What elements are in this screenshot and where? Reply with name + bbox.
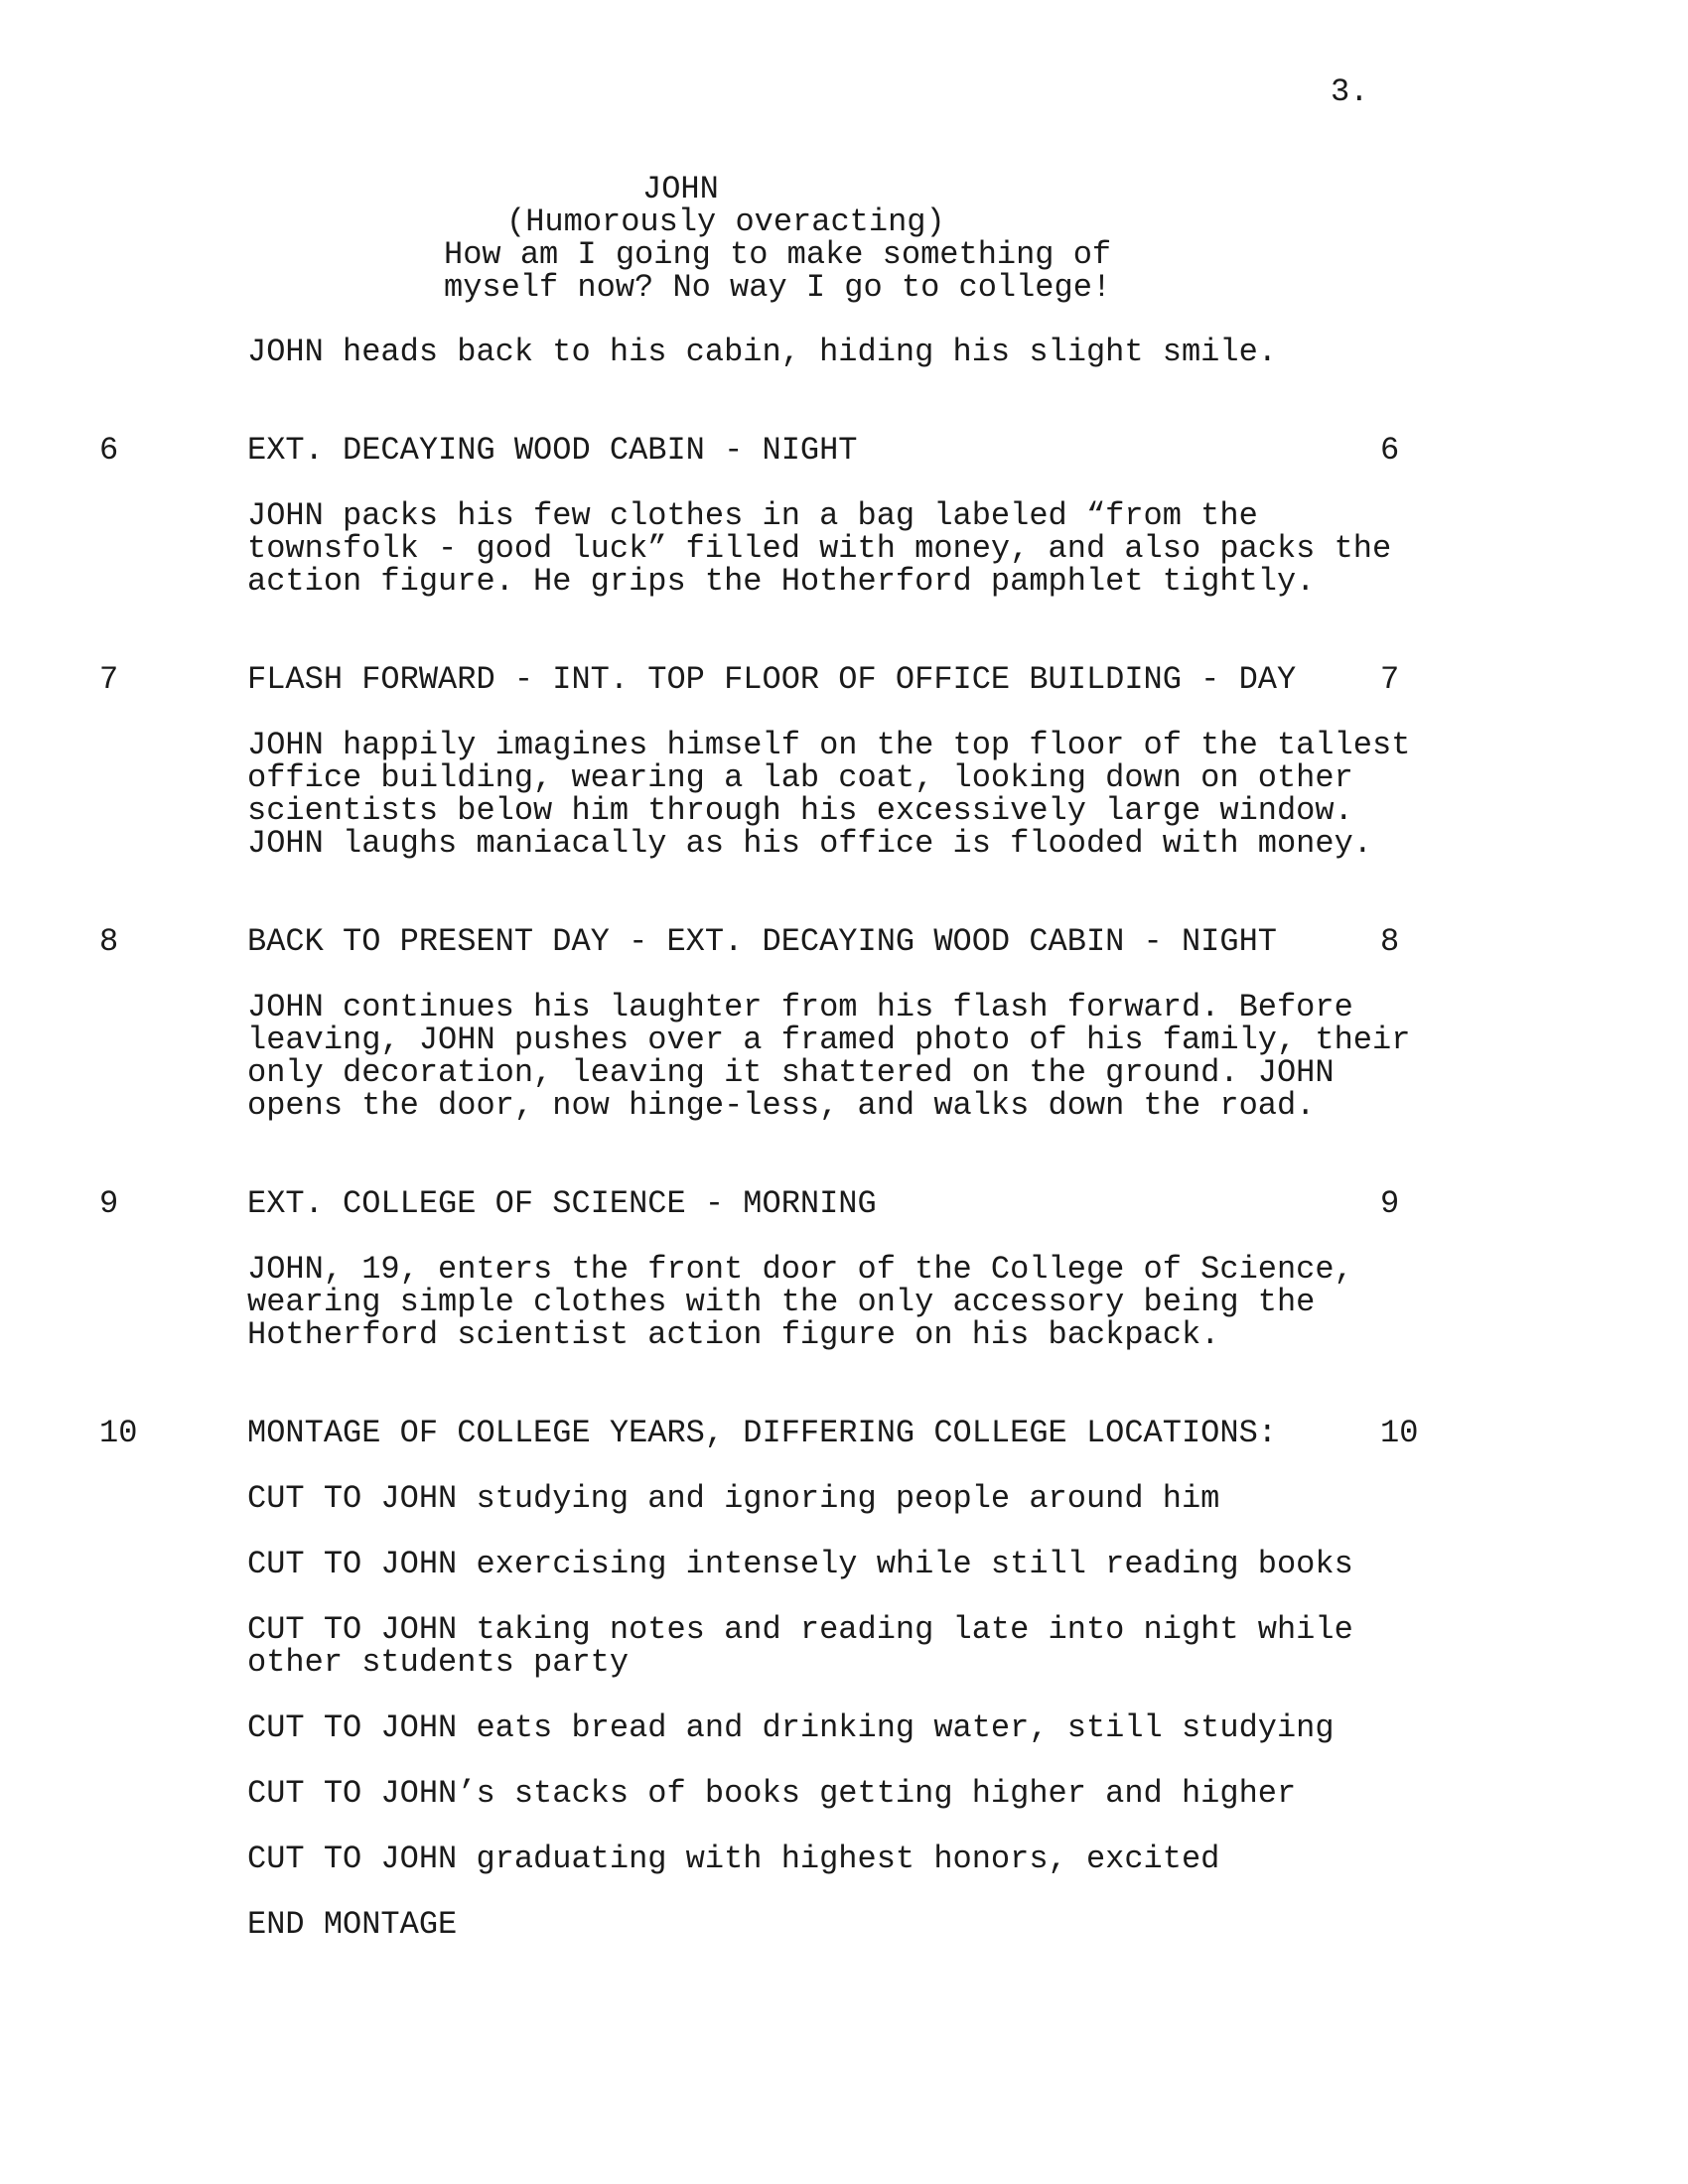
scene-heading: MONTAGE OF COLLEGE YEARS, DIFFERING COLLEGE LOCATIONS:: [247, 1415, 1277, 1451]
action-line: Hotherford scientist action figure on his backpack.: [247, 1316, 1220, 1353]
montage-end: END MONTAGE: [247, 1906, 458, 1943]
montage-item: CUT TO JOHN taking notes and reading late into night while: [247, 1611, 1353, 1648]
montage-item: CUT TO JOHN studying and ignoring people around him: [247, 1480, 1220, 1517]
scene-heading: EXT. DECAYING WOOD CABIN - NIGHT: [247, 432, 858, 469]
montage-item: CUT TO JOHN eats bread and drinking water, still studying: [247, 1709, 1335, 1746]
scene-number-left: 10: [99, 1415, 138, 1451]
montage-item: CUT TO JOHN’s stacks of books getting higher and higher: [247, 1775, 1297, 1812]
montage-item: CUT TO JOHN exercising intensely while still reading books: [247, 1546, 1353, 1582]
dialogue-line: How am I going to make something of: [444, 236, 1112, 273]
scene-heading: FLASH FORWARD - INT. TOP FLOOR OF OFFICE BUILDING - DAY: [247, 661, 1297, 698]
page-number: 3.: [1331, 73, 1369, 110]
action-line: only decoration, leaving it shattered on the ground. JOHN: [247, 1054, 1335, 1091]
scene-number-right: 8: [1380, 923, 1400, 960]
action-line: townsfolk - good luck” filled with money, and also packs the: [247, 530, 1392, 567]
action-line: action figure. He grips the Hotherford pamphlet tightly.: [247, 563, 1316, 600]
scene-number-left: 7: [99, 661, 119, 698]
scene-number-right: 9: [1380, 1185, 1400, 1222]
character-name: JOHN: [642, 171, 719, 207]
action-line: JOHN happily imagines himself on the top floor of the tallest: [247, 727, 1411, 763]
action-line: JOHN packs his few clothes in a bag labeled “from the: [247, 497, 1258, 534]
scene-number-left: 8: [99, 923, 119, 960]
scene-number-right: 6: [1380, 432, 1400, 469]
parenthetical: (Humorously overacting): [506, 204, 945, 240]
action-line: leaving, JOHN pushes over a framed photo of his family, their: [247, 1022, 1411, 1058]
action-line: JOHN continues his laughter from his flash forward. Before: [247, 989, 1353, 1025]
action-line: scientists below him through his excessively large window.: [247, 792, 1353, 829]
action-line: wearing simple clothes with the only accessory being the: [247, 1284, 1316, 1320]
action-line: JOHN laughs maniacally as his office is flooded with money.: [247, 825, 1372, 862]
action-line: JOHN, 19, enters the front door of the College of Science,: [247, 1251, 1353, 1288]
scene-number-left: 6: [99, 432, 119, 469]
montage-item: CUT TO JOHN graduating with highest honors, excited: [247, 1841, 1220, 1877]
action-line: JOHN heads back to his cabin, hiding his slight smile.: [247, 334, 1277, 370]
scene-number-right: 10: [1380, 1415, 1419, 1451]
scene-heading: EXT. COLLEGE OF SCIENCE - MORNING: [247, 1185, 877, 1222]
action-line: office building, wearing a lab coat, looking down on other: [247, 759, 1353, 796]
scene-heading: BACK TO PRESENT DAY - EXT. DECAYING WOOD CABIN - NIGHT: [247, 923, 1277, 960]
action-line: opens the door, now hinge-less, and walks down the road.: [247, 1087, 1316, 1124]
montage-item: other students party: [247, 1644, 630, 1681]
scene-number-right: 7: [1380, 661, 1400, 698]
scene-number-left: 9: [99, 1185, 119, 1222]
dialogue-line: myself now? No way I go to college!: [444, 269, 1112, 306]
